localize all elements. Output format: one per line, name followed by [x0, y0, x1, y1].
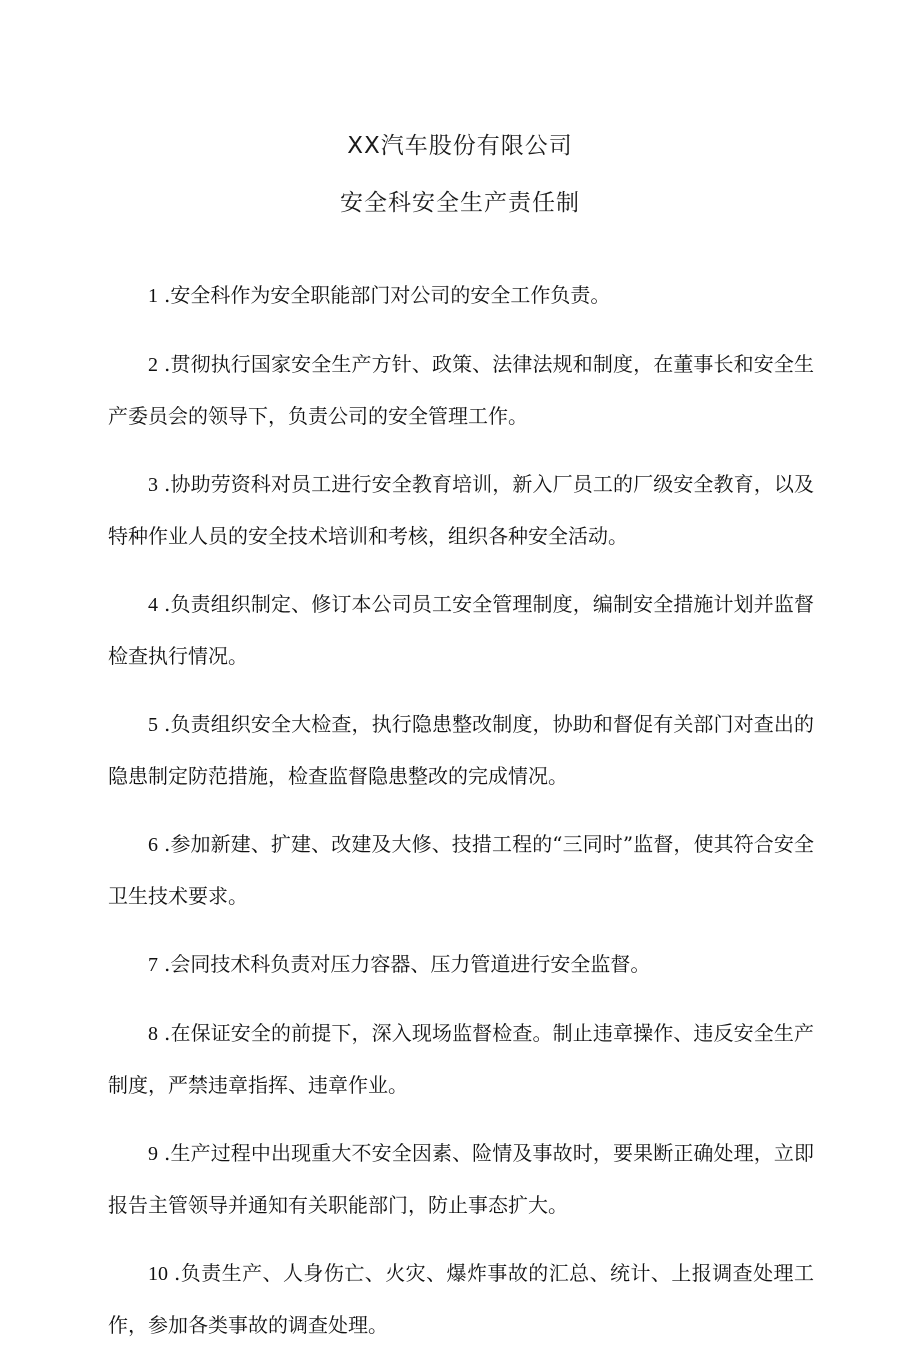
item-number: 5	[148, 714, 158, 736]
item-number: 3	[148, 474, 158, 496]
item-number: 1	[148, 285, 158, 307]
item-text: .安全科作为安全职能部门对公司的安全工作负责。	[164, 283, 611, 307]
item-text: .负责组织安全大检查，执行隐患整改制度，协助和督促有关部门对查出的隐患制定防范措施，检查监督隐患整改的完成情况。	[108, 712, 814, 788]
item-number: 2	[148, 354, 158, 376]
list-item	[108, 459, 814, 562]
item-text: .贯彻执行国家安全生产方针、政策、法律法规和制度，在董事长和安全生产委员会的领导下，负责公司的安全管理工作。	[108, 352, 814, 428]
list-item	[108, 1128, 814, 1231]
item-number: 7	[148, 954, 158, 976]
item-text: .在保证安全的前提下，深入现场监督检查。制止违章操作、违反安全生产制度，严禁违章指挥、违章作业。	[108, 1021, 814, 1097]
item-number: 6	[148, 834, 158, 856]
list-item	[108, 579, 814, 682]
list-item	[108, 939, 814, 991]
item-text: .参加新建、扩建、改建及大修、技措工程的“三同时”监督，使其符合安全卫生技术要求。	[108, 832, 814, 908]
item-number: 9	[148, 1143, 158, 1165]
document-title: 安全科安全生产责任制	[340, 190, 580, 216]
list-item	[108, 1008, 814, 1111]
list-item	[108, 1248, 814, 1351]
company-title: XX汽车股份有限公司	[347, 133, 573, 159]
item-text: .负责生产、人身伤亡、火灾、爆炸事故的汇总、统计、上报调查处理工作，参加各类事故的调查处理。	[108, 1261, 814, 1337]
item-number: 8	[148, 1023, 158, 1045]
item-text: .协助劳资科对员工进行安全教育培训，新入厂员工的厂级安全教育，以及特种作业人员的安全技术培训和考核，组织各种安全活动。	[108, 472, 814, 548]
item-text: .会同技术科负责对压力容器、压力管道进行安全监督。	[164, 952, 651, 976]
item-text: .生产过程中出现重大不安全因素、险情及事故时，要果断正确处理，立即报告主管领导并通知有关职能部门，防止事态扩大。	[108, 1141, 814, 1217]
list-item	[108, 270, 814, 322]
list-item	[108, 339, 814, 442]
item-text: .负责组织制定、修订本公司员工安全管理制度，编制安全措施计划并监督检查执行情况。	[108, 592, 814, 668]
responsibility-list	[108, 270, 814, 1368]
list-item	[108, 819, 814, 922]
item-number: 4	[148, 594, 158, 616]
item-number: 10	[148, 1263, 168, 1285]
list-item	[108, 699, 814, 802]
